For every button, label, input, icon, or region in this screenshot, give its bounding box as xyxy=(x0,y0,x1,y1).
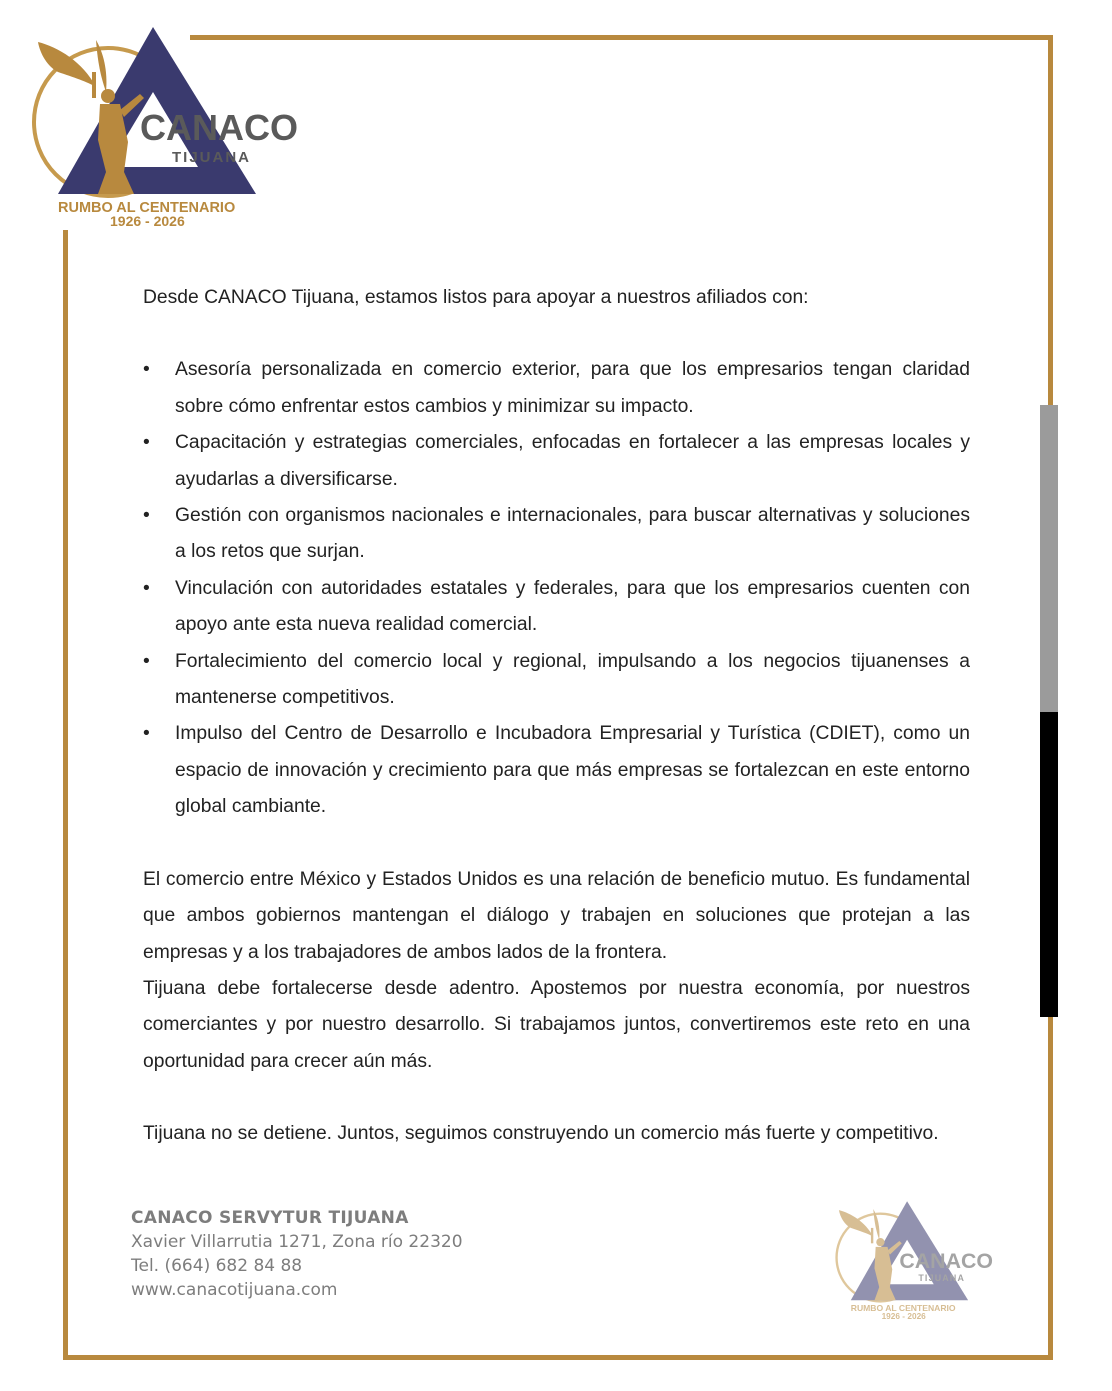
logo-tagline: RUMBO AL CENTENARIO xyxy=(850,1302,956,1313)
list-item xyxy=(143,644,970,717)
bullet: • xyxy=(143,432,150,454)
spacer xyxy=(143,826,970,862)
canaco-logo-top xyxy=(28,22,298,232)
footer-contact xyxy=(131,1206,463,1302)
list-item xyxy=(143,571,970,644)
logo-name: CANACO xyxy=(140,107,298,148)
side-accent-black xyxy=(1040,712,1058,1017)
closing-text: Tijuana no se detiene. Juntos, seguimos construyendo un comercio más fuerte y competitivo. xyxy=(143,1123,939,1145)
footer-address: Xavier Villarrutia 1271, Zona río 22320 xyxy=(131,1232,463,1252)
logo-city: TIJUANA xyxy=(172,149,252,166)
service-text: Asesoría personalizada en comercio exterior, para que los empresarios tengan claridad sobre cómo enfrentar estos cambios y minimizar su impacto. xyxy=(175,359,970,417)
bullet: • xyxy=(143,577,150,599)
logo-tagline: RUMBO AL CENTENARIO xyxy=(58,200,236,216)
service-text: Impulso del Centro de Desarrollo e Incubadora Empresarial y Turística (CDIET), como un espacio de innovación y crecimiento para que más empresas se fortalezcan en este entorno global cambiante. xyxy=(175,723,970,818)
logo-years: 1926 - 2026 xyxy=(881,1311,926,1322)
footer-organization: CANACO SERVYTUR TIJUANA xyxy=(131,1208,409,1228)
footer-website[interactable]: www.canacotijuana.com xyxy=(131,1280,338,1300)
bullet: • xyxy=(143,505,150,527)
service-text: Capacitación y estrategias comerciales, enfocadas en fortalecer a las empresas locales y ayudarlas a diversificarse. xyxy=(175,432,970,490)
canaco-logo-bottom xyxy=(833,1198,993,1323)
spacer xyxy=(143,1080,970,1116)
service-text: Gestión con organismos nacionales e internacionales, para buscar alternativas y soluciones a los retos que surjan. xyxy=(175,505,970,563)
bullet: • xyxy=(143,723,150,745)
paragraph-trade: El comercio entre México y Estados Unidos es una relación de beneficio mutuo. Es fundamental que ambos gobiernos mantengan el diálogo y trabajen en soluciones que protejan a las empresas y a los trabajadores de ambos lados de la frontera. xyxy=(143,868,970,963)
paragraph-tijuana: Tijuana debe fortalecerse desde adentro. Apostemos por nuestra economía, por nuestros comerciantes y por nuestro desarrollo. Si trabajamos juntos, convertiremos este reto en una oportunidad para crecer aún más. xyxy=(143,977,970,1072)
footer-phone: Tel. (664) 682 84 88 xyxy=(131,1256,303,1276)
services-list xyxy=(143,352,970,825)
logo-years: 1926 - 2026 xyxy=(110,213,185,229)
list-item xyxy=(143,425,970,498)
logo-city: TIJUANA xyxy=(918,1273,966,1284)
intro-text: Desde CANACO Tijuana, estamos listos para apoyar a nuestros afiliados con: xyxy=(143,287,809,308)
bullet: • xyxy=(143,359,150,381)
bullet: • xyxy=(143,650,150,672)
service-text: Vinculación con autoridades estatales y federales, para que los empresarios cuenten con apoyo ante esta nueva realidad comercial. xyxy=(175,577,970,636)
letter-body xyxy=(143,280,970,1153)
list-item xyxy=(143,498,970,571)
list-item xyxy=(143,352,970,425)
list-item xyxy=(143,716,970,825)
logo-name: CANACO xyxy=(899,1249,993,1274)
service-text: Fortalecimiento del comercio local y regional, impulsando a los negocios tijuanenses a mantenerse competitivos. xyxy=(175,650,970,709)
side-accent-gray xyxy=(1040,405,1058,712)
